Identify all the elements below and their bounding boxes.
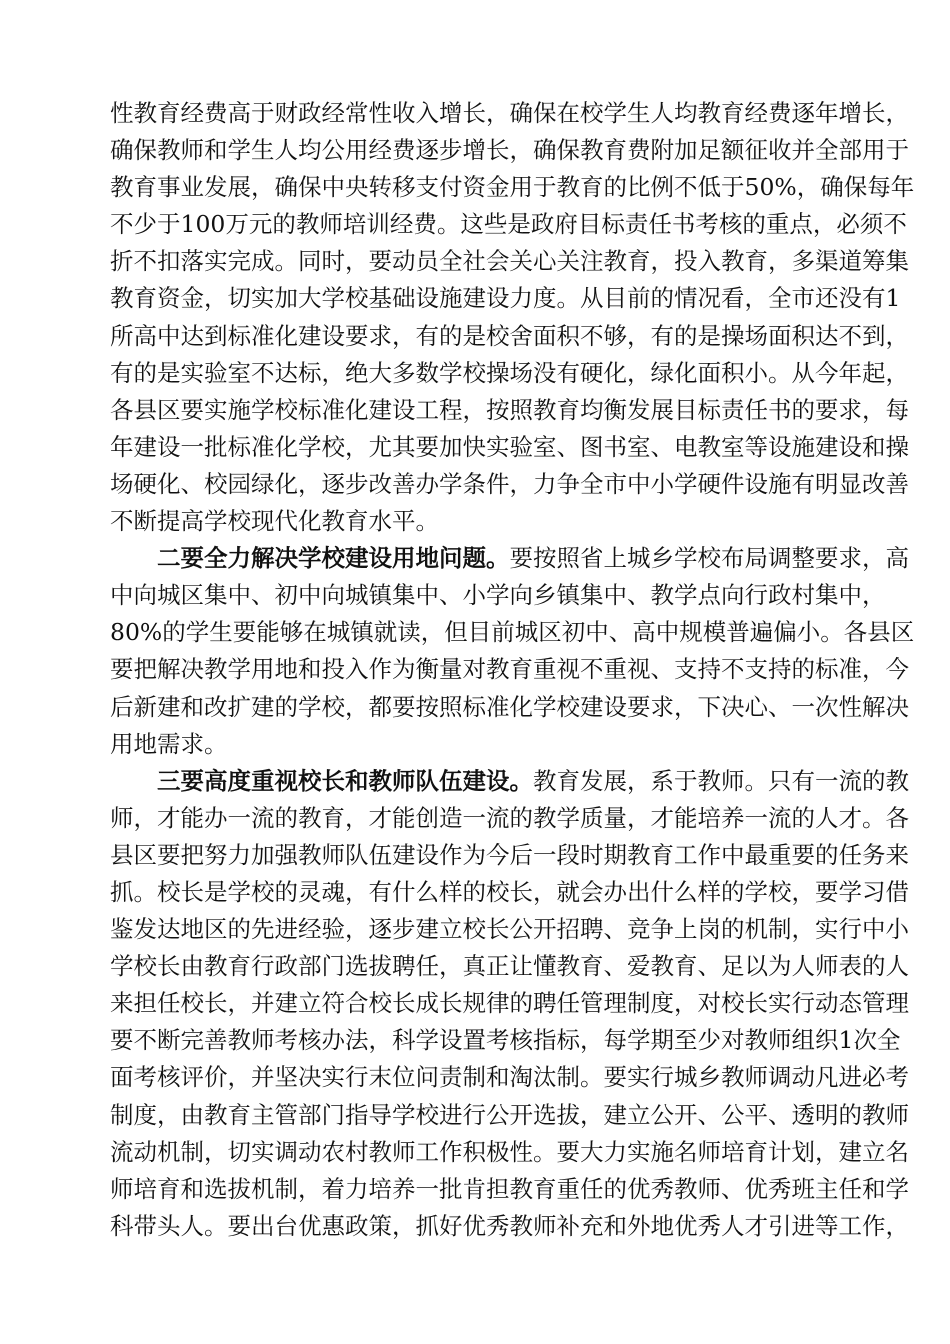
text-line (110, 503, 876, 540)
line-text: 后新建和改扩建的学校，都要按照标准化学校建设要求，下决心、一次性解决 (110, 692, 909, 721)
line-text: 师，才能办一流的教育，才能创造一流的教学质量，才能培养一流的人才。各 (110, 803, 909, 832)
text-line (110, 169, 915, 206)
text-line (110, 355, 909, 392)
text-line (110, 206, 907, 243)
text-line (110, 651, 909, 688)
line-text: 教育资金，切实加大学校基础设施建设力度。从目前的情况看，全市还没有1 (110, 284, 901, 313)
text-line (110, 837, 909, 874)
text-line (110, 1022, 901, 1059)
line-text: 学校长由教育行政部门选拔聘任，真正让懂教育、爱教育、足以为人师表的人 (110, 952, 909, 981)
text-line (110, 577, 886, 614)
line-text: 县区要把努力加强教师队伍建设作为今后一段时期教育工作中最重要的任务来 (110, 840, 909, 869)
text-line (110, 540, 909, 577)
line-text: 场硬化、校园绿化，逐步改善办学条件，力争全市中小学硬件设施有明显改善 (110, 469, 909, 498)
line-text: 面考核评价，并坚决实行末位问责制和淘汰制。要实行城乡教师调动凡进必考 (110, 1063, 909, 1092)
line-text: 性教育经费高于财政经常性收入增长，确保在校学生人均教育经费逐年增长， (110, 99, 909, 127)
line-text: 要按照省上城乡学校布局调整要求，高 (509, 544, 909, 573)
line-text: 流动机制，切实调动农村教师工作积极性。要大力实施名师培育计划，建立名 (110, 1137, 909, 1166)
text-line (110, 466, 909, 503)
text-line (110, 985, 909, 1022)
line-text: 教育发展，系于教师。只有一流的教 (533, 766, 909, 795)
text-line (110, 95, 909, 132)
line-text: 所高中达到标准化建设要求，有的是校舍面积不够，有的是操场面积达不到， (110, 321, 909, 350)
paragraph (110, 95, 915, 540)
text-line (110, 614, 915, 651)
text-line (110, 948, 909, 985)
line-text: 折不扣落实完成。同时，要动员全社会关心关注教育，投入教育，多渠道筹集 (110, 247, 909, 276)
text-line (110, 1134, 909, 1171)
text-line (110, 1171, 909, 1208)
paragraph-heading: 三要高度重视校长和教师队伍建设。 (157, 766, 533, 795)
line-text: 要把解决教学用地和投入作为衡量对教育重视不重视、支持不支持的标准，今 (110, 655, 909, 684)
document-page (110, 95, 915, 1245)
text-line (110, 800, 909, 837)
line-text: 抓。校长是学校的灵魂，有什么样的校长，就会办出什么样的学校，要学习借 (110, 877, 909, 906)
line-text: 不少于100万元的教师培训经费。这些是政府目标责任书考核的重点，必须不 (110, 210, 907, 239)
line-text: 不断提高学校现代化教育水平。 (110, 507, 439, 536)
text-line (110, 689, 909, 726)
line-text: 中向城区集中、初中向城镇集中、小学向乡镇集中、教学点向行政村集中， (110, 581, 886, 610)
line-text: 师培育和选拔机制，着力培养一批肯担教育重任的优秀教师、优秀班主任和学 (110, 1174, 909, 1203)
line-text: 确保教师和学生人均公用经费逐步增长，确保教育费附加足额征收并全部用于 (110, 136, 909, 165)
text-line (110, 392, 909, 429)
line-text: 来担任校长，并建立符合校长成长规律的聘任管理制度，对校长实行动态管理 (110, 989, 909, 1018)
paragraph (110, 540, 915, 763)
text-line (110, 429, 909, 466)
line-text: 教育事业发展，确保中央转移支付资金用于教育的比例不低于50%，确保每年 (110, 173, 915, 202)
text-line (110, 874, 909, 911)
text-line (110, 1208, 909, 1245)
text-line (110, 726, 876, 763)
paragraph (110, 763, 909, 1245)
text-line (110, 132, 909, 169)
line-text: 要不断完善教师考核办法，科学设置考核指标，每学期至少对教师组织1次全 (110, 1026, 901, 1055)
text-line (110, 243, 909, 280)
line-text: 年建设一批标准化学校，尤其要加快实验室、图书室、电教室等设施建设和操 (110, 432, 909, 461)
text-line (110, 280, 901, 317)
paragraph-heading: 二要全力解决学校建设用地问题。 (157, 544, 510, 573)
line-text: 用地需求。 (110, 729, 228, 758)
line-text: 鉴发达地区的先进经验，逐步建立校长公开招聘、竞争上岗的机制，实行中小 (110, 915, 909, 944)
line-text: 各县区要实施学校标准化建设工程，按照教育均衡发展目标责任书的要求，每 (110, 395, 909, 424)
text-line (110, 763, 909, 800)
text-line (110, 1059, 909, 1096)
line-text: 80%的学生要能够在城镇就读，但目前城区初中、高中规模普遍偏小。各县区 (110, 618, 915, 647)
line-text: 制度，由教育主管部门指导学校进行公开选拔，建立公开、公平、透明的教师 (110, 1100, 909, 1129)
text-line (110, 1097, 909, 1134)
text-line (110, 911, 909, 948)
line-text: 有的是实验室不达标，绝大多数学校操场没有硬化，绿化面积小。从今年起， (110, 358, 909, 387)
text-line (110, 318, 909, 355)
line-text: 科带头人。要出台优惠政策，抓好优秀教师补充和外地优秀人才引进等工作， (110, 1211, 909, 1240)
